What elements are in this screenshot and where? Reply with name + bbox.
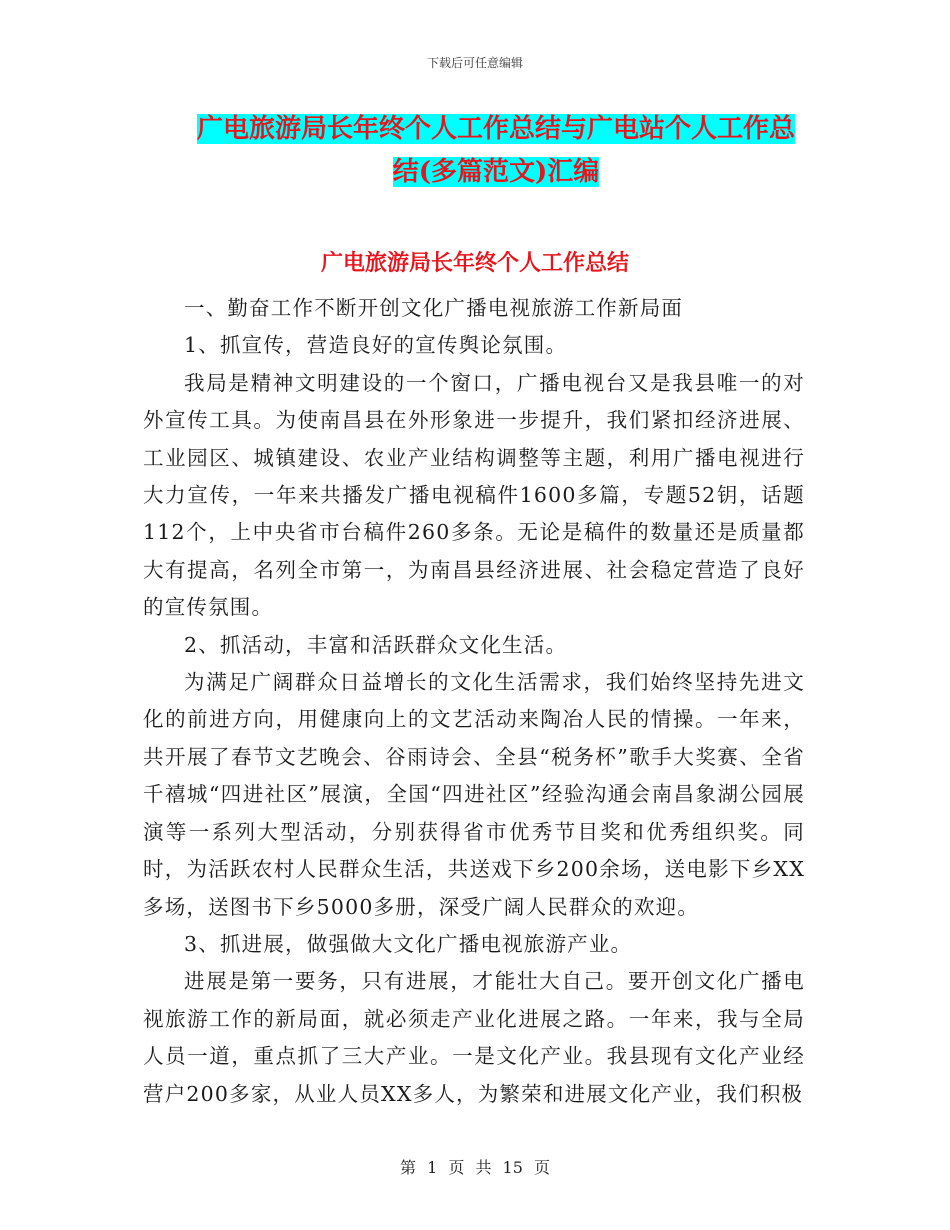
heading-part-1: 一、勤奋工作不断开创文化广播电视旅游工作新局面	[184, 296, 684, 320]
paragraph: 为满足广阔群众日益增长的文化生活需求，我们始终坚持先进文化的前进方向，用健康向上的文艺活动来陶冶人民的情操。一年来，共开展了春节文艺晚会、谷雨诗会、全县“税务杯”歌手大奖赛、全省千禧城“四进社区”展演，全国“四进社区”经验沟通会南昌象湖公园展演等一系列大型活动，分别获得省市优秀节目奖和优秀组织奖。同时，为活跃农村人民群众生活，共送戏下乡200余场，送电影下乡XX多场，送图书下乡5000多册，深受广阔人民群众的欢迎。	[143, 670, 805, 919]
paragraph: 我局是精神文明建设的一个窗口，广播电视台又是我县唯一的对外宣传工具。为使南昌县在外形象进一步提升，我们紧扣经济进展、工业园区、城镇建设、农业产业结构调整等主题，利用广播电视进行大力宣传，一年来共播发广播电视稿件1600多篇，专题52钥，话题112个，上中央省市台稿件260多条。无论是稿件的数量还是质量都大有提高，名列全市第一，为南昌县经济进展、社会稳定营造了良好的宣传氛围。	[143, 370, 805, 620]
subheading-item-2: 2、抓活动，丰富和活跃群众文化生活。	[184, 632, 568, 657]
page-number-footer: 第 1 页 共 15 页	[400, 1158, 550, 1177]
header-note: 下载后可任意编辑	[426, 56, 523, 70]
document-title-line-1: 广电旅游局长年终个人工作总结与广电站个人工作总	[196, 114, 795, 144]
document-body	[143, 290, 805, 1113]
section-title: 广电旅游局长年终个人工作总结	[320, 250, 629, 276]
document-title-line-2: 结(多篇范文)汇编	[392, 157, 600, 187]
subheading-item-3: 3、抓进展，做强做大文化广播电视旅游产业。	[184, 931, 633, 956]
subheading-item-1: 1、抓宣传，营造良好的宣传舆论氛围。	[184, 333, 568, 358]
document-title	[190, 108, 802, 194]
paragraph: 进展是第一要务，只有进展，才能壮大自己。要开创文化广播电视旅游工作的新局面，就必须走产业化进展之路。一年来，我与全局人员一道，重点抓了三大产业。一是文化产业。我县现有文化产业经营户200多家，从业人员XX多人，为繁荣和进展文化产业，我们积极	[143, 969, 805, 1106]
